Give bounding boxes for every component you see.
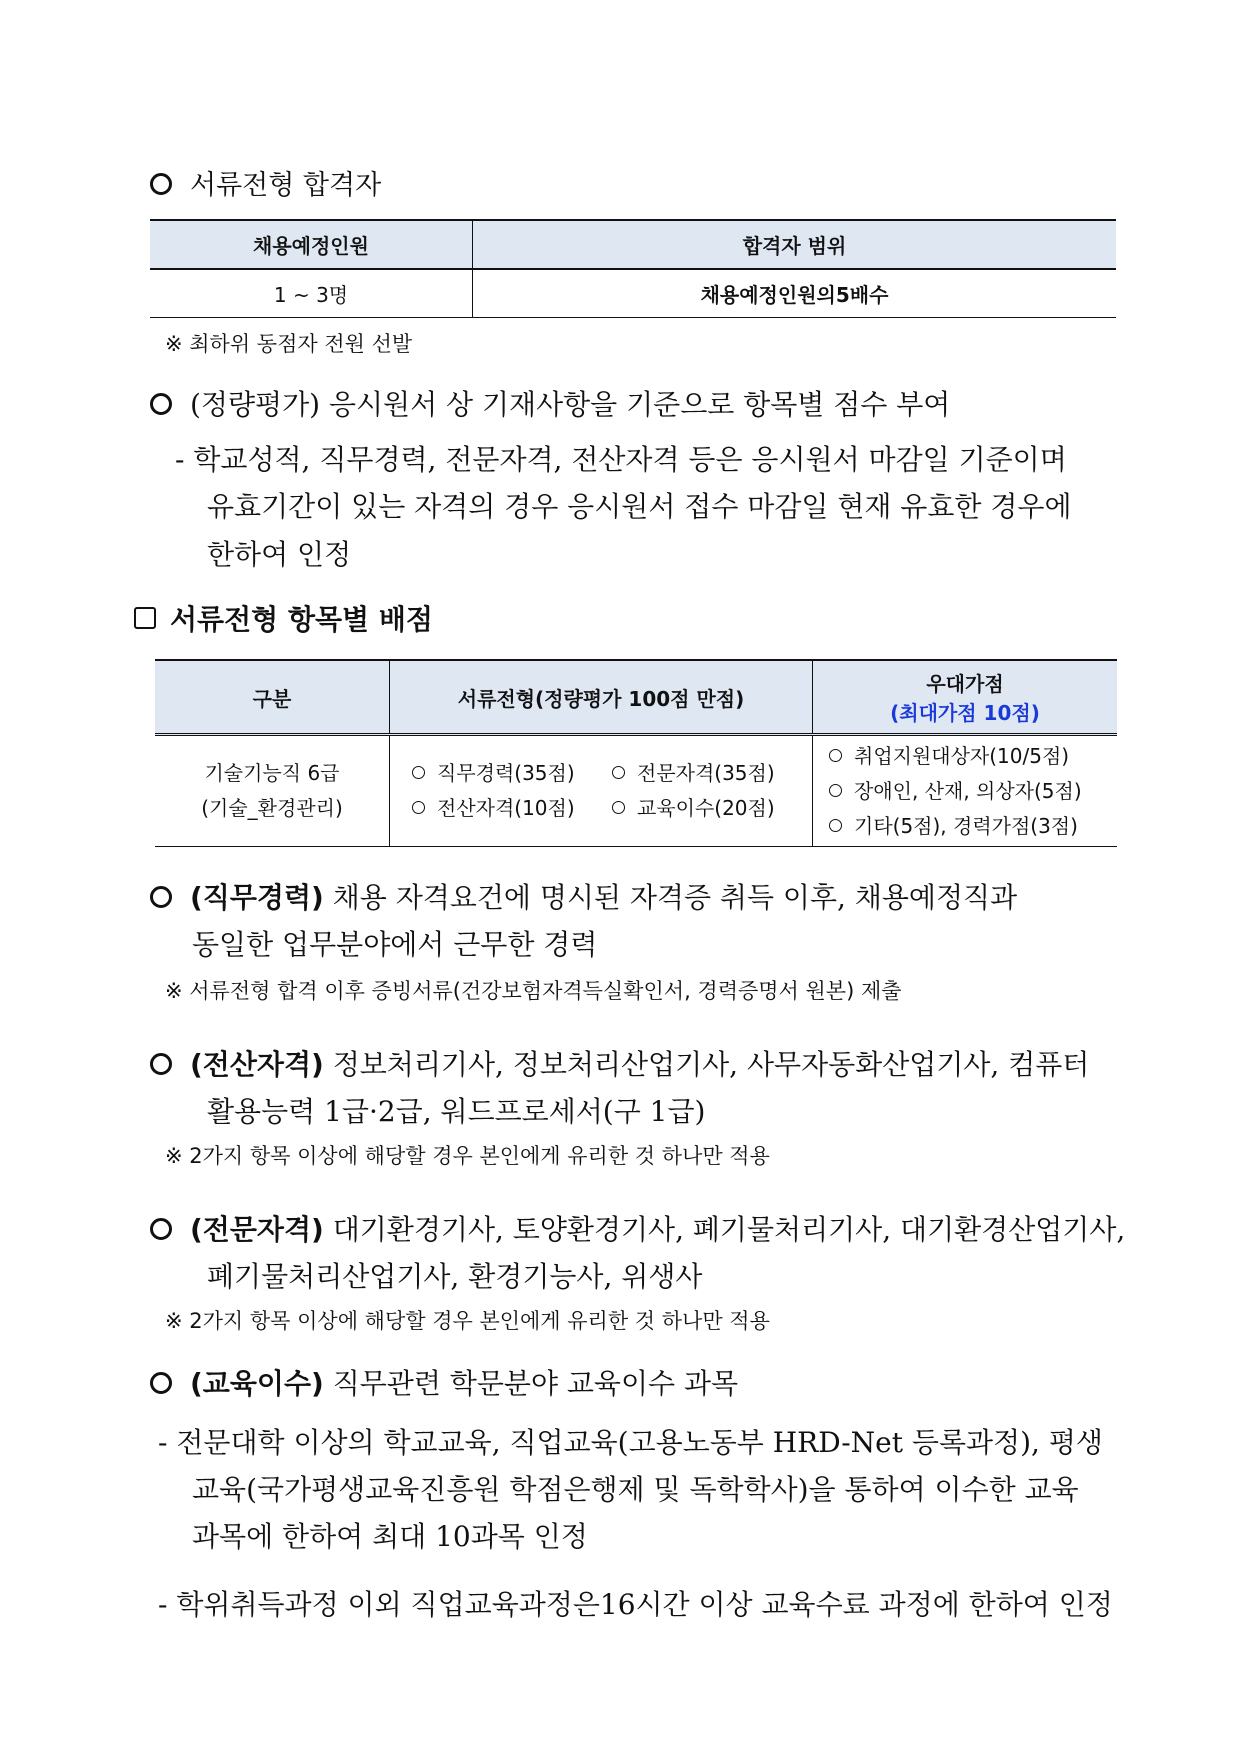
circle-bullet-icon — [612, 766, 625, 779]
sub-paragraph-line: 유효기간이 있는 자격의 경우 응시원서 접수 마감일 현재 유효한 경우에 — [207, 490, 1072, 523]
list-item — [829, 739, 1116, 774]
paragraph-label: (직무경력) — [190, 881, 324, 914]
paragraph-text: 대기환경기사, 토양환경기사, 폐기물처리기사, 대기환경산업기사, — [332, 1213, 1126, 1246]
heading-text: 서류전형 합격자 — [190, 170, 382, 201]
computer-cert-paragraph — [150, 1043, 1089, 1083]
sub-paragraph-line: - 전문대학 이상의 학교교육, 직업교육(고용노동부 HRD-Net 등록과정), 평생 — [158, 1426, 1103, 1459]
note-one-only: ※ 2가지 항목 이상에 해당할 경우 본인에게 유리한 것 하나만 적용 — [165, 1309, 770, 1333]
scoring-table — [155, 659, 1117, 847]
item-text: 전문자격(35점) — [637, 761, 775, 785]
sub-paragraph-line: 교육(국가평생교육진흥원 학점은행제 및 독학학사)을 통하여 이수한 교육 — [192, 1473, 1079, 1506]
paragraph-text: (정량평가) 응시원서 상 기재사항을 기준으로 항목별 점수 부여 — [190, 388, 951, 421]
circle-bullet-icon — [150, 1372, 172, 1394]
paragraph-text: 채용 자격요건에 명시된 자격증 취득 이후, 채용예정직과 — [332, 881, 1018, 914]
item-text: 장애인, 산재, 의상자(5점) — [854, 778, 1082, 803]
circle-bullet-icon — [150, 1218, 172, 1240]
table-header-cell: 구분 — [155, 660, 390, 735]
list-item — [412, 791, 612, 826]
item-text: 취업지원대상자(10/5점) — [854, 743, 1070, 768]
square-bullet-icon — [134, 607, 156, 629]
job-experience-paragraph — [150, 876, 1017, 916]
paragraph-text: 정보처리기사, 정보처리산업기사, 사무자동화산업기사, 컴퓨터 — [332, 1048, 1090, 1081]
table-header-row — [150, 220, 1116, 269]
passers-table — [150, 219, 1116, 318]
education-paragraph — [150, 1362, 738, 1402]
list-item — [612, 796, 775, 820]
table-row — [155, 735, 1117, 847]
note-tie: ※ 최하위 동점자 전원 선발 — [165, 332, 413, 356]
heading-document-passers — [150, 163, 381, 202]
sub-paragraph-line: 한하여 인정 — [207, 538, 352, 571]
circle-bullet-icon — [829, 819, 842, 832]
table-cell — [813, 735, 1118, 847]
paragraph-line: 동일한 업무분야에서 근무한 경력 — [192, 928, 598, 961]
section-title-text: 서류전형 항목별 배점 — [170, 603, 433, 636]
circle-bullet-icon — [612, 801, 625, 814]
table-header-cell: 채용예정인원 — [150, 220, 473, 269]
section-title — [134, 598, 433, 638]
circle-bullet-icon — [829, 784, 842, 797]
table-cell — [390, 735, 813, 847]
sub-paragraph-line: - 학교성적, 직무경력, 전문자격, 전산자격 등은 응시원서 마감일 기준이며 — [175, 443, 1067, 476]
table-header-row — [155, 660, 1117, 735]
job-title: 기술기능직 6급 — [204, 761, 340, 785]
item-text: 전산자격(10점) — [437, 796, 575, 820]
bonus-header-subtitle: (최대가점 10점) — [890, 701, 1040, 725]
paragraph-line: 폐기물처리산업기사, 환경기능사, 위생사 — [207, 1260, 703, 1293]
quantitative-eval-paragraph — [150, 383, 950, 423]
table-header-cell: 합격자 범위 — [473, 220, 1117, 269]
paragraph-text: 직무관련 학문분야 교육이수 과목 — [332, 1367, 739, 1400]
paragraph-label: (전문자격) — [190, 1213, 324, 1246]
table-header-cell — [813, 660, 1118, 735]
list-item — [829, 774, 1116, 809]
circle-bullet-icon — [150, 173, 172, 195]
item-text: 기타(5점), 경력가점(3점) — [854, 813, 1078, 838]
table-header-cell: 서류전형(정량평가 100점 만점) — [390, 660, 813, 735]
professional-cert-paragraph — [150, 1208, 1125, 1248]
paragraph-line: 활용능력 1급·2급, 워드프로세서(구 1급) — [207, 1095, 706, 1128]
circle-bullet-icon — [412, 801, 425, 814]
circle-bullet-icon — [412, 766, 425, 779]
table-cell: 채용예정인원의5배수 — [473, 269, 1117, 318]
sub-paragraph-line: - 학위취득과정 이외 직업교육과정은16시간 이상 교육수료 과정에 한하여 인정 — [158, 1588, 1113, 1621]
list-item — [412, 756, 612, 791]
circle-bullet-icon — [150, 393, 172, 415]
list-item — [612, 761, 775, 785]
circle-bullet-icon — [829, 749, 842, 762]
paragraph-label: (전산자격) — [190, 1048, 324, 1081]
paragraph-label: (교육이수) — [190, 1367, 324, 1400]
circle-bullet-icon — [150, 1053, 172, 1075]
item-text: 교육이수(20점) — [637, 796, 775, 820]
note-evidence: ※ 서류전형 합격 이후 증빙서류(건강보험자격득실확인서, 경력증명서 원본) 제출 — [165, 979, 902, 1003]
bonus-header-title: 우대가점 — [926, 672, 1004, 696]
table-cell: 1 ~ 3명 — [150, 269, 473, 318]
circle-bullet-icon — [150, 886, 172, 908]
table-cell — [155, 735, 390, 847]
table-row — [150, 269, 1116, 318]
list-item — [829, 809, 1116, 844]
item-text: 직무경력(35점) — [437, 761, 575, 785]
job-subtitle: (기술_환경관리) — [201, 796, 343, 820]
sub-paragraph-line: 과목에 한하여 최대 10과목 인정 — [192, 1520, 588, 1553]
note-one-only: ※ 2가지 항목 이상에 해당할 경우 본인에게 유리한 것 하나만 적용 — [165, 1144, 770, 1168]
